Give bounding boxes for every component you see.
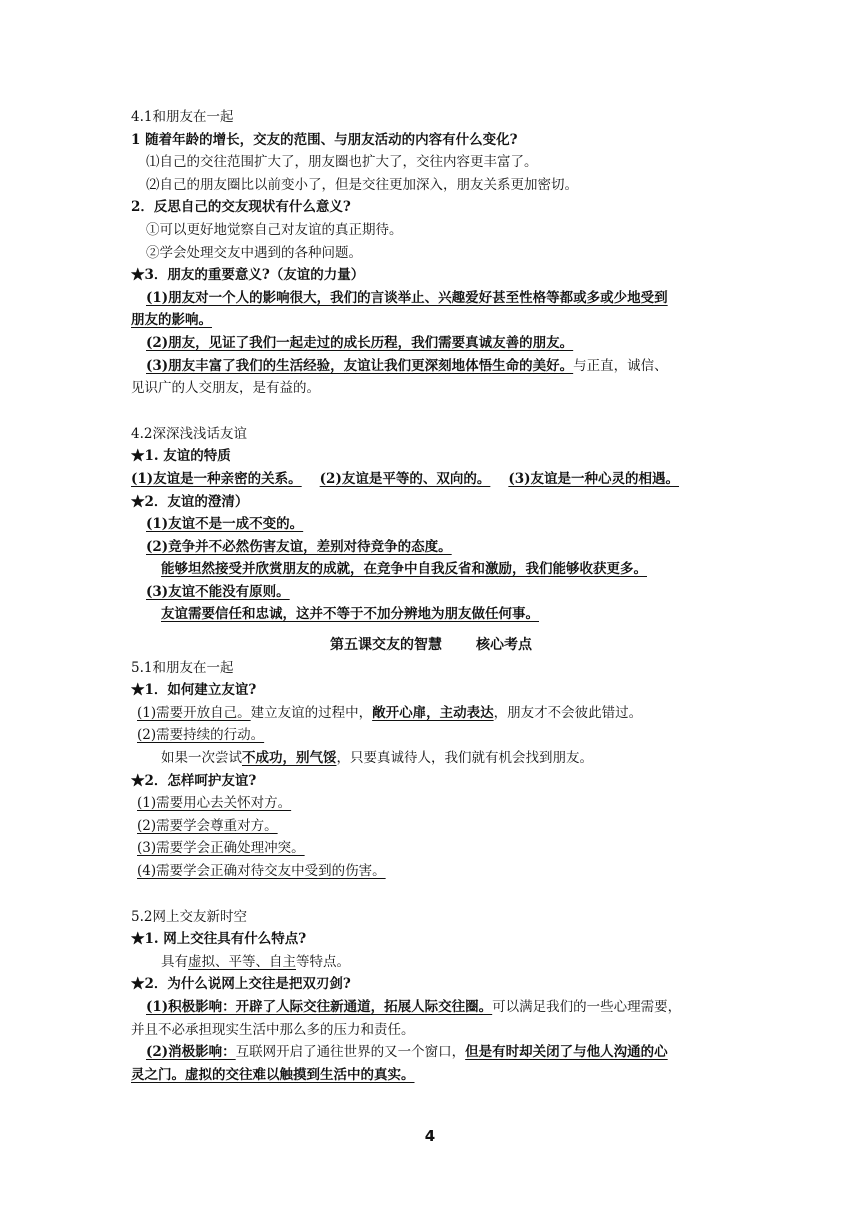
answer-5-2-1-a: 具有 [161, 953, 188, 970]
negative-effect-cont [131, 1064, 731, 1087]
care-4-text: (4)需要学会正确对待交友中受到的伤害。 [137, 863, 386, 879]
clarify-3-detail-text: 友谊需要信任和忠诚，这并不等于不加分辨地为朋友做任何事。 [161, 606, 539, 623]
negative-effect-cont-text: 灵之门。虚拟的交往难以触摸到生活中的真实。 [131, 1066, 415, 1083]
care-2-text: (2)需要学会尊重对方。 [137, 817, 278, 834]
answer-5-2-1 [131, 951, 731, 974]
answer-5-1-1-b-text: (2)需要持续的行动。 [137, 727, 265, 744]
lesson-subtitle: 核心考点 [476, 637, 532, 654]
question-5-2-1: ★1. 网上交往具有什么特点? [131, 931, 307, 948]
clarify-3 [131, 581, 731, 604]
question-5-2-2: ★2．为什么说网上交往是把双刃剑? [131, 976, 351, 993]
question-4-1-2: 2．反思自己的交友现状有什么意义? [131, 199, 351, 216]
answer-4-1-3-c-rest: 与正直，诚信、 [573, 357, 668, 374]
positive-effect-bold: (1)积极影响：开辟了人际交往新通道，拓展人际交往圈。 [146, 998, 493, 1015]
negative-effect-mid: 互联网开启了通往世界的又一个窗口， [235, 1044, 466, 1061]
answer-5-1-1-a-label: (1)需要开放自己。 [137, 704, 251, 721]
answer-5-1-1-a-mid: 建立友谊的过程中， [250, 704, 373, 721]
negative-effect [131, 1041, 731, 1064]
answer-5-1-1-a [131, 702, 731, 725]
positive-effect-cont: 并且不必承担现实生活中那么多的压力和责任。 [131, 1021, 415, 1038]
answer-5-2-1-u: 虚拟、平等、自主 [188, 953, 296, 970]
clarify-2 [131, 536, 731, 559]
negative-effect-bold: 但是有时却关闭了与他人沟通的心 [465, 1044, 668, 1061]
question-5-1-1: ★1．如何建立友谊? [131, 682, 257, 699]
answer-4-1-1-b: ⑵自己的朋友圈比以前变小了，但是交往更加深入，朋友关系更加密切。 [146, 176, 578, 193]
answer-4-1-3-b-text: (2)朋友，见证了我们一起走过的成长历程，我们需要真诚友善的朋友。 [146, 334, 574, 351]
answer-4-1-3-a-cont-text: 朋友的影响。 [131, 312, 212, 329]
clarify-2-text: (2)竞争并不必然伤害友谊，差别对待竞争的态度。 [146, 538, 452, 555]
section-title-4-2: 4.2深深浅浅话友谊 [131, 425, 247, 442]
answer-4-1-3-b [131, 332, 731, 355]
question-4-1-1: 1 随着年龄的增长，交友的范围、与朋友活动的内容有什么变化? [131, 131, 518, 148]
clarify-1-text: (1)友谊不是一成不变的。 [146, 516, 304, 533]
trait-2: (2)友谊是平等的、双向的。 [319, 470, 491, 487]
answer-4-1-1-a: ⑴自己的交往范围扩大了，朋友圈也扩大了，交往内容更丰富了。 [146, 154, 538, 171]
care-3 [131, 837, 731, 860]
page-number: 4 [424, 1127, 436, 1145]
answer-4-1-3-c-bold: (3)朋友丰富了我们的生活经验，友谊让我们更深刻地体悟生命的美好。 [146, 357, 574, 374]
clarify-2-detail [131, 558, 731, 581]
answer-5-1-1-a-bold: 敞开心扉，主动表达 [372, 704, 494, 721]
care-3-text: (3)需要学会正确处理冲突。 [137, 840, 305, 857]
trait-3: (3)友谊是一种心灵的相遇。 [508, 470, 680, 487]
clarify-3-detail [131, 603, 731, 626]
section-title-4-1: 4.1和朋友在一起 [131, 109, 234, 125]
section-title-5-2: 5.2网上交友新时空 [131, 908, 247, 925]
clarify-2-detail-text: 能够坦然接受并欣赏朋友的成就，在竞争中自我反省和激励，我们能够收获更多。 [161, 561, 647, 578]
care-1-text: (1)需要用心去关怀对方。 [137, 795, 292, 812]
care-2 [131, 815, 731, 838]
answer-4-1-3-c-cont: 见识广的人交朋友，是有益的。 [131, 380, 320, 397]
answer-5-2-1-b: 等特点。 [296, 953, 350, 970]
clarify-1 [131, 513, 731, 536]
answer-4-1-2-b: ②学会处理交友中遇到的各种问题。 [146, 244, 362, 261]
answer-5-1-1-a-end: ，朋友才不会彼此错过。 [493, 704, 643, 721]
positive-effect-rest: 可以满足我们的一些心理需要， [492, 998, 682, 1015]
answer-5-1-1-b-d2: ，只要真诚待人，我们就有机会找到朋友。 [336, 750, 593, 767]
section-title-5-1: 5.1和朋友在一起 [131, 659, 234, 676]
answer-4-1-2-a: ①可以更好地觉察自己对友谊的真正期待。 [146, 221, 403, 238]
care-1 [131, 792, 731, 815]
lesson-title: 第五课交友的智慧 [330, 637, 442, 654]
question-4-1-3: ★3．朋友的重要意义?（友谊的力量） [131, 267, 365, 284]
answer-5-1-1-b-d1: 如果一次尝试 [161, 750, 242, 767]
answer-4-1-3-c [131, 355, 731, 378]
lesson-heading [131, 634, 731, 657]
answer-5-1-1-b-detail [131, 747, 731, 770]
positive-effect [131, 996, 731, 1019]
clarify-3-text: (3)友谊不能没有原则。 [146, 583, 290, 600]
answer-5-1-1-b [131, 724, 731, 747]
answer-5-1-1-b-du: 不成功，别气馁 [242, 750, 337, 767]
question-5-1-2: ★2．怎样呵护友谊? [131, 772, 257, 789]
traits-line [131, 468, 731, 491]
care-4 [131, 860, 731, 883]
answer-4-1-3-a-text: (1)朋友对一个人的影响很大，我们的言谈举止、兴趣爱好甚至性格等都或多或少地受到 [146, 289, 668, 306]
answer-4-1-3-a-cont [131, 309, 731, 332]
question-4-2-1: ★1. 友谊的特质 [131, 448, 231, 465]
answer-4-1-3-a [131, 287, 731, 310]
negative-effect-label: (2)消极影响： [146, 1044, 236, 1061]
trait-1: (1)友谊是一种亲密的关系。 [131, 470, 302, 487]
question-4-2-2: ★2．友谊的澄清） [131, 493, 249, 510]
document-body [131, 106, 731, 1086]
